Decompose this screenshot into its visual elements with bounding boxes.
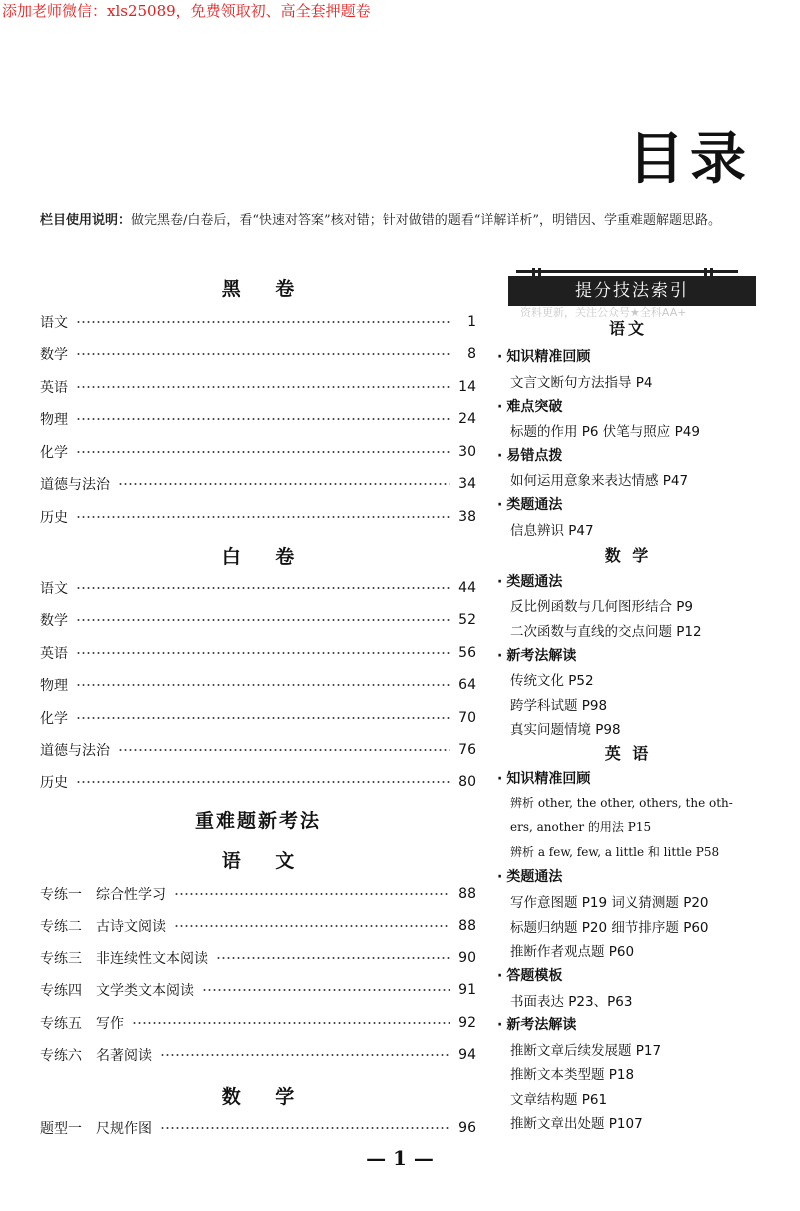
toc-page: 76 <box>458 742 476 758</box>
index-item[interactable]: 文言文断句方法指导 P4 <box>510 375 653 391</box>
index-item[interactable]: 推断文章出处题 P107 <box>510 1116 643 1132</box>
index-subject-english: 英 语 <box>604 744 652 763</box>
toc-page: 44 <box>458 580 476 596</box>
index-item[interactable]: 信息辨识 P47 <box>510 523 594 539</box>
toc-label: 语文 <box>40 315 68 331</box>
toc-label: 物理 <box>40 678 68 694</box>
leader-dots <box>174 925 450 927</box>
leader-dots <box>76 516 450 518</box>
leader-dots <box>216 957 450 959</box>
toc-row[interactable] <box>40 980 476 1000</box>
index-category: · 类题通法 <box>497 869 563 885</box>
toc-page: 80 <box>458 774 476 790</box>
index-item[interactable]: 标题的作用 P6 伏笔与照应 P49 <box>510 424 700 440</box>
toc-page: 30 <box>458 444 476 460</box>
index-item[interactable]: 书面表达 P23、P63 <box>510 994 633 1010</box>
leader-dots <box>76 321 450 323</box>
index-category: · 类题通法 <box>497 497 563 513</box>
toc-row[interactable] <box>40 1045 476 1065</box>
page-title: 目录 <box>628 127 752 192</box>
index-subject-chinese: 语文 <box>608 319 647 338</box>
banner-tick <box>710 268 713 276</box>
toc-label: 物理 <box>40 412 68 428</box>
toc-page: 88 <box>458 918 476 934</box>
toc-label: 化学 <box>40 445 68 461</box>
toc-row[interactable] <box>40 1118 476 1138</box>
toc-page: 14 <box>458 379 476 395</box>
toc-row[interactable] <box>40 1013 476 1033</box>
toc-row[interactable] <box>40 643 476 663</box>
toc-tag: 专练二 <box>40 919 82 935</box>
index-item[interactable]: 二次函数与直线的交点问题 P12 <box>510 624 702 640</box>
toc-tag: 专练五 <box>40 1016 82 1032</box>
toc-label: 古诗文阅读 <box>96 919 166 935</box>
banner-tick <box>538 268 541 276</box>
toc-label: 写作 <box>96 1016 124 1032</box>
toc-row[interactable] <box>40 474 476 494</box>
index-item[interactable]: 推断文本类型题 P18 <box>510 1067 635 1083</box>
index-category: · 类题通法 <box>497 574 563 590</box>
toc-page: 8 <box>467 346 476 362</box>
toc-label: 历史 <box>40 775 68 791</box>
toc-tag: 专练三 <box>40 951 82 967</box>
leader-dots <box>160 1127 450 1129</box>
toc-row[interactable] <box>40 578 476 598</box>
leader-dots <box>160 1054 450 1056</box>
toc-label: 道德与法治 <box>40 477 110 493</box>
usage-label: 栏目使用说明： <box>40 213 132 228</box>
leader-dots <box>118 749 450 751</box>
leader-dots <box>76 781 450 783</box>
toc-row[interactable] <box>40 772 476 792</box>
hard-section-heading: 重难题新考法 <box>194 810 321 832</box>
chinese-heading: 语 文 <box>221 850 309 872</box>
toc-tag: 专练六 <box>40 1048 82 1064</box>
toc-page: 70 <box>458 710 476 726</box>
leader-dots <box>132 1022 450 1024</box>
banner-tick <box>532 268 535 276</box>
toc-row[interactable] <box>40 884 476 904</box>
toc-label: 语文 <box>40 581 68 597</box>
leader-dots <box>76 587 450 589</box>
toc-label: 道德与法治 <box>40 743 110 759</box>
index-item[interactable]: 标题归纳题 P20 细节排序题 P60 <box>510 920 709 936</box>
index-category: · 答题模板 <box>497 968 563 984</box>
toc-label: 文学类文本阅读 <box>96 983 194 999</box>
index-item[interactable]: 反比例函数与几何图形结合 P9 <box>510 599 694 615</box>
toc-row[interactable] <box>40 377 476 397</box>
toc-row[interactable] <box>40 675 476 695</box>
toc-row[interactable] <box>40 708 476 728</box>
leader-dots <box>76 386 450 388</box>
toc-row[interactable] <box>40 740 476 760</box>
toc-page: 90 <box>458 950 476 966</box>
toc-page: 64 <box>458 677 476 693</box>
index-item[interactable]: 如何运用意象来表达情感 P47 <box>510 473 689 489</box>
white-heading: 白 卷 <box>221 546 309 568</box>
toc-row[interactable] <box>40 409 476 429</box>
toc-page: 38 <box>458 509 476 525</box>
index-subject-math: 数 学 <box>604 546 652 565</box>
toc-row[interactable] <box>40 507 476 527</box>
index-item[interactable]: 传统文化 P52 <box>510 673 594 689</box>
index-category: · 知识精准回顾 <box>497 771 591 787</box>
math-heading: 数 学 <box>221 1086 309 1108</box>
toc-label: 数学 <box>40 347 68 363</box>
page-number: — 1 — <box>366 1146 434 1170</box>
watermark-text: 资料更新，关注公众号★全科AA+ <box>520 306 687 319</box>
toc-page: 92 <box>458 1015 476 1031</box>
index-item[interactable]: 推断文章后续发展题 P17 <box>510 1043 662 1059</box>
toc-page: 96 <box>458 1120 476 1136</box>
toc-row[interactable] <box>40 916 476 936</box>
toc-tag: 专练四 <box>40 983 82 999</box>
index-category: · 易错点拨 <box>497 448 563 464</box>
index-item[interactable]: ers, another 的用法 P15 <box>510 820 652 834</box>
toc-label: 名著阅读 <box>96 1048 152 1064</box>
banner-title: 提分技法索引 <box>508 276 756 306</box>
toc-label: 数学 <box>40 613 68 629</box>
index-item[interactable]: 推断作者观点题 P60 <box>510 944 635 960</box>
toc-row[interactable] <box>40 312 476 332</box>
toc-label: 英语 <box>40 380 68 396</box>
index-item[interactable]: 写作意图题 P19 词义猜测题 P20 <box>510 895 709 911</box>
toc-page: 91 <box>458 982 476 998</box>
leader-dots <box>76 717 450 719</box>
toc-page: 88 <box>458 886 476 902</box>
toc-label: 尺规作图 <box>96 1121 152 1137</box>
index-category: · 知识精准回顾 <box>497 349 591 365</box>
leader-dots <box>76 652 450 654</box>
index-item[interactable]: 辨析 other, the other, others, the oth- <box>510 796 733 810</box>
toc-page: 1 <box>467 314 476 330</box>
toc-label: 非连续性文本阅读 <box>96 951 208 967</box>
toc-row[interactable] <box>40 948 476 968</box>
leader-dots <box>76 418 450 420</box>
top-note: 添加老师微信：xls25089，免费领取初、高全套押题卷 <box>2 2 371 20</box>
black-heading: 黑 卷 <box>221 278 309 300</box>
index-item[interactable]: 辨析 a few, few, a little 和 little P58 <box>510 845 720 859</box>
toc-tag: 题型一 <box>40 1121 82 1137</box>
index-category: · 新考法解读 <box>497 1017 577 1033</box>
leader-dots <box>76 619 450 621</box>
leader-dots <box>76 451 450 453</box>
toc-row[interactable] <box>40 442 476 462</box>
index-item[interactable]: 跨学科试题 P98 <box>510 698 608 714</box>
index-category: · 难点突破 <box>497 399 563 415</box>
usage-note <box>40 208 760 234</box>
index-category: · 新考法解读 <box>497 648 577 664</box>
leader-dots <box>118 483 450 485</box>
usage-text: 做完黑卷/白卷后，看“快速对答案”核对错；针对做错的题看“详解详析”，明错因、学重难题解题思路。 <box>131 213 721 228</box>
toc-page: 52 <box>458 612 476 628</box>
index-item[interactable]: 真实问题情境 P98 <box>510 722 621 738</box>
leader-dots <box>76 353 450 355</box>
leader-dots <box>174 893 450 895</box>
toc-row[interactable] <box>40 610 476 630</box>
toc-label: 化学 <box>40 711 68 727</box>
toc-row[interactable] <box>40 344 476 364</box>
leader-dots <box>76 684 450 686</box>
toc-page: 56 <box>458 645 476 661</box>
index-item[interactable]: 文章结构题 P61 <box>510 1092 608 1108</box>
toc-label: 英语 <box>40 646 68 662</box>
toc-page: 34 <box>458 476 476 492</box>
leader-dots <box>202 989 450 991</box>
toc-tag: 专练一 <box>40 887 82 903</box>
toc-page: 94 <box>458 1047 476 1063</box>
toc-label: 综合性学习 <box>96 887 166 903</box>
banner-tick <box>704 268 707 276</box>
toc-page: 24 <box>458 411 476 427</box>
toc-label: 历史 <box>40 510 68 526</box>
